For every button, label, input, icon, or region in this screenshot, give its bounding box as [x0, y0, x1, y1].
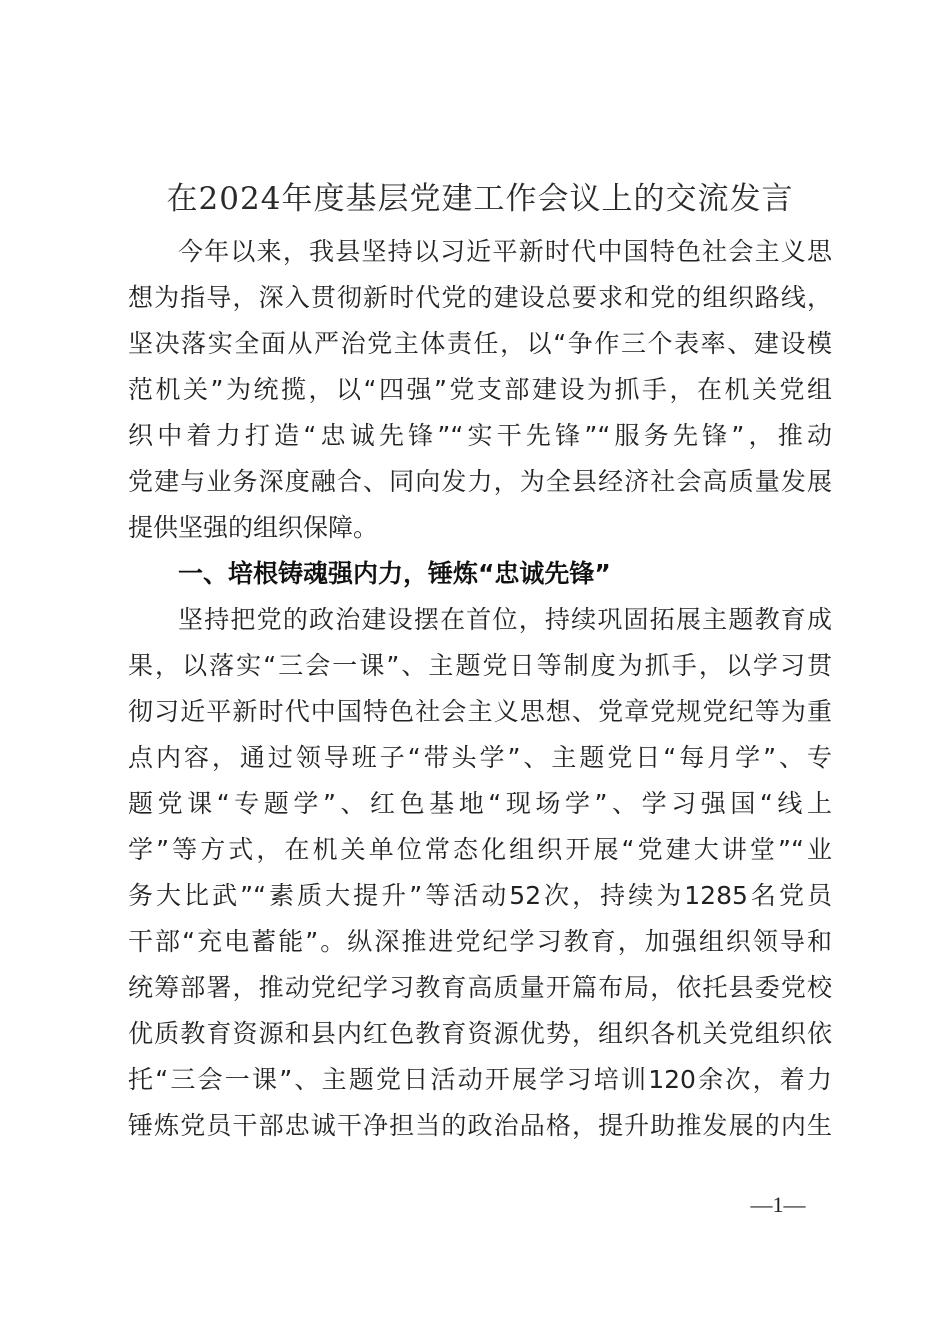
body-line: 学”等方式，在机关单位常态化组织开展“党建大讲堂”“业	[128, 835, 832, 864]
body-line: 果，以落实“三会一课”、主题党日等制度为抓手，以学习贯	[128, 651, 832, 680]
body-line: 坚持把党的政治建设摆在首位，持续巩固拓展主题教育成	[178, 605, 832, 634]
body-line: 点内容，通过领导班子“带头学”、主题党日“每月学”、专	[128, 743, 832, 772]
intro-line: 提供坚强的组织保障。	[128, 513, 379, 542]
document-title: 在2024年度基层党建工作会议上的交流发言	[166, 181, 794, 217]
body-line: 锤炼党员干部忠诚干净担当的政治品格，提升助推发展的内生	[128, 1111, 832, 1140]
body-line: 托“三会一课”、主题党日活动开展学习培训120余次，着力	[128, 1065, 832, 1094]
intro-line: 坚决落实全面从严治党主体责任，以“争作三个表率、建设模	[128, 329, 832, 358]
body-line: 统筹部署，推动党纪学习教育高质量开篇布局，依托县委党校	[128, 973, 832, 1002]
intro-line: 党建与业务深度融合、同向发力，为全县经济社会高质量发展	[128, 467, 832, 496]
intro-line: 想为指导，深入贯彻新时代党的建设总要求和党的组织路线，	[128, 283, 832, 312]
body-line: 干部“充电蓄能”。纵深推进党纪学习教育，加强组织领导和	[128, 927, 832, 956]
section-heading: 一、培根铸魂强内力，锤炼“忠诚先锋”	[178, 559, 611, 588]
body-line: 优质教育资源和县内红色教育资源优势，组织各机关党组织依	[128, 1019, 832, 1048]
intro-line: 今年以来，我县坚持以习近平新时代中国特色社会主义思	[178, 237, 832, 266]
body-line: 题党课“专题学”、红色基地“现场学”、学习强国“线上	[128, 789, 832, 818]
intro-line: 织中着力打造“忠诚先锋”“实干先锋”“服务先锋”，推动	[128, 421, 832, 450]
body-line: 彻习近平新时代中国特色社会主义思想、党章党规党纪等为重	[128, 697, 832, 726]
intro-line: 范机关”为统揽，以“四强”党支部建设为抓手，在机关党组	[128, 375, 832, 404]
page-number: —1—	[750, 1192, 806, 1217]
body-line: 务大比武”“素质大提升”等活动52次，持续为1285名党员	[128, 881, 832, 910]
